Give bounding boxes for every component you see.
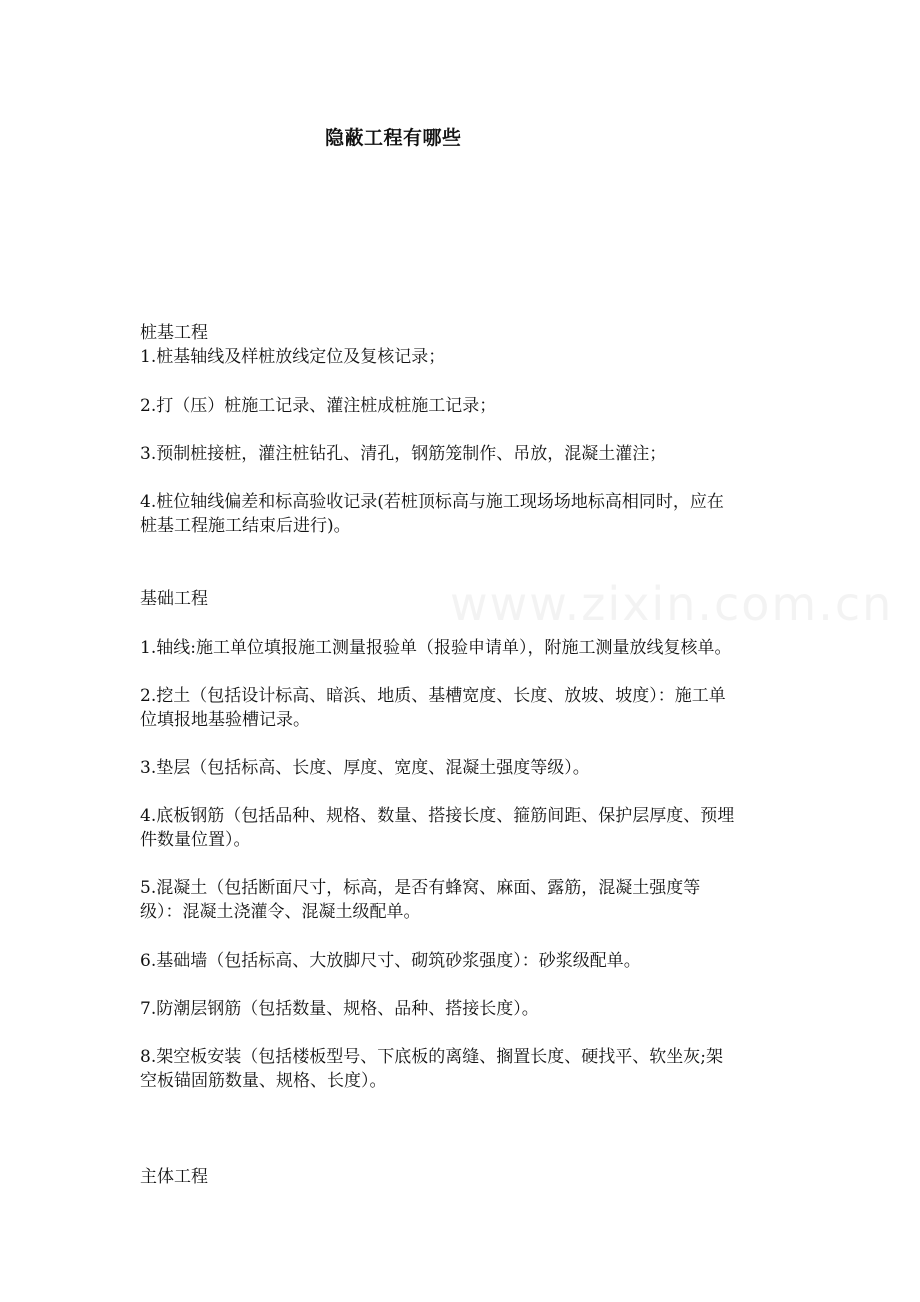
- paragraph-line: 1.轴线:施工单位填报施工测量报验单（报验申请单），附施工测量放线复核单。: [140, 638, 732, 658]
- paragraph-line: 空板锚固筋数量、规格、长度）。: [140, 1071, 387, 1091]
- paragraph-line: 3.垫层（包括标高、长度、厚度、宽度、混凝土强度等级）。: [140, 758, 590, 778]
- paragraph-line: 桩基工程施工结束后进行)。: [140, 516, 351, 536]
- paragraph-line: 3.预制桩接桩，灌注桩钻孔、清孔，钢筋笼制作、吊放，混凝土灌注；: [140, 444, 667, 464]
- paragraph-line: 4.底板钢筋（包括品种、规格、数量、搭接长度、箍筋间距、保护层厚度、预埋: [140, 806, 735, 826]
- paragraph-line: 件数量位置）。: [140, 830, 251, 850]
- paragraph-line: 5.混凝土（包括断面尺寸，标高，是否有蜂窝、麻面、露筋，混凝土强度等: [140, 878, 701, 898]
- document-title: 隐蔽工程有哪些: [325, 127, 462, 149]
- paragraph-line: 位填报地基验槽记录。: [140, 710, 310, 730]
- paragraph-line: 6.基础墙（包括标高、大放脚尺寸、砌筑砂浆强度）：砂浆级配单。: [140, 951, 641, 971]
- paragraph-line: 2.挖土（包括设计标高、暗浜、地质、基槽宽度、长度、放坡、坡度）：施工单: [140, 686, 726, 706]
- paragraph-line: 2.打（压）桩施工记录、灌注桩成桩施工记录；: [140, 396, 497, 416]
- section-heading-foundation: 基础工程: [140, 589, 208, 609]
- paragraph-line: 7.防潮层钢筋（包括数量、规格、品种、搭接长度）。: [140, 999, 539, 1019]
- watermark: www.zixin.com.cn: [450, 577, 894, 631]
- section-heading-pile-foundation: 桩基工程: [140, 323, 208, 343]
- paragraph-line: 1.桩基轴线及样桩放线定位及复核记录；: [140, 347, 446, 367]
- paragraph-line: 4.桩位轴线偏差和标高验收记录(若桩顶标高与施工现场场地标高相同时，应在: [140, 492, 724, 512]
- paragraph-line: 8.架空板安装（包括楼板型号、下底板的离缝、搁置长度、硬找平、软坐灰;架: [140, 1047, 723, 1067]
- paragraph-line: 级）：混凝土浇灌令、混凝土级配单。: [140, 902, 421, 922]
- section-heading-main-structure: 主体工程: [140, 1167, 208, 1187]
